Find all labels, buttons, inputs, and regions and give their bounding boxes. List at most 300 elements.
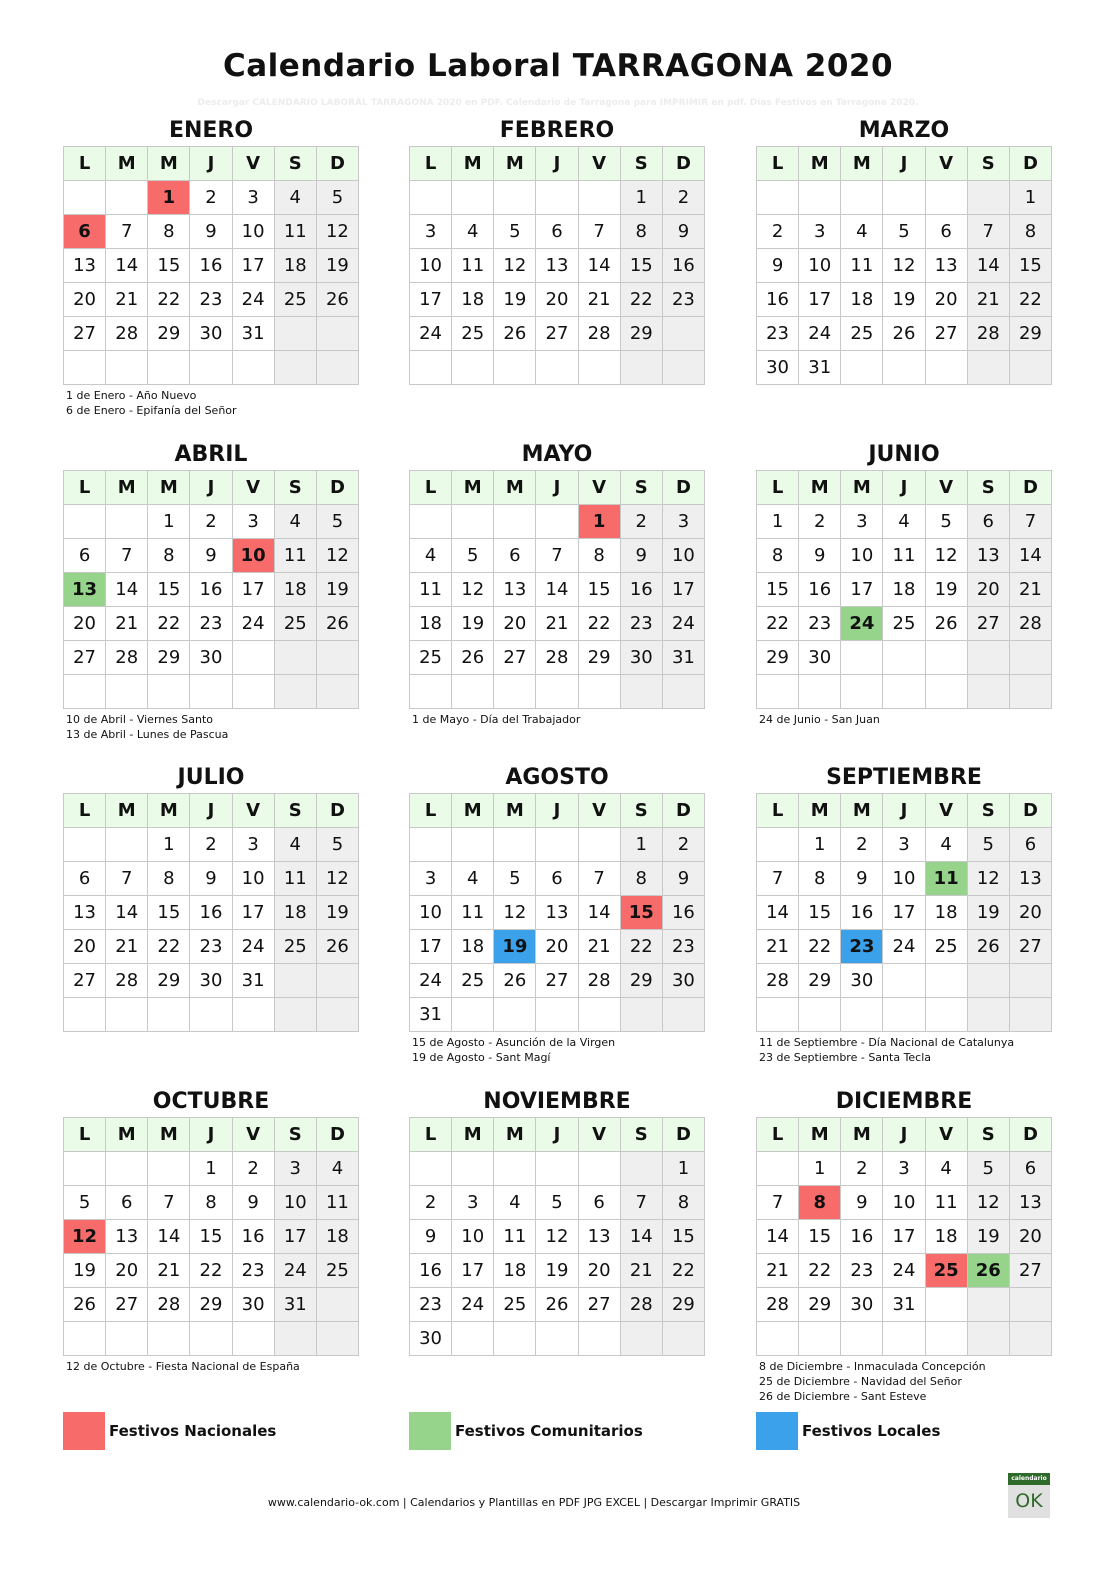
- empty-day-cell: [316, 964, 358, 998]
- empty-day-cell: [452, 998, 494, 1032]
- day-cell: 7: [578, 215, 620, 249]
- day-cell: 16: [232, 1220, 274, 1254]
- week-row: [410, 283, 705, 317]
- day-cell: 12: [967, 1186, 1009, 1220]
- month-table: [409, 470, 705, 709]
- day-cell: 24: [662, 607, 704, 641]
- day-cell: 14: [757, 1220, 799, 1254]
- day-cell: 16: [799, 573, 841, 607]
- day-cell: 25: [841, 317, 883, 351]
- day-cell: 25: [274, 283, 316, 317]
- week-row: [757, 573, 1052, 607]
- day-cell: 26: [967, 930, 1009, 964]
- empty-day-cell: [494, 828, 536, 862]
- day-cell: 13: [106, 1220, 148, 1254]
- day-cell: 17: [410, 930, 452, 964]
- week-row: [64, 998, 359, 1032]
- week-row: [410, 828, 705, 862]
- day-cell: 22: [620, 283, 662, 317]
- day-cell: 28: [620, 1288, 662, 1322]
- weekday-header: D: [662, 147, 704, 181]
- empty-day-cell: [316, 998, 358, 1032]
- day-cell: 16: [190, 573, 232, 607]
- empty-day-cell: [106, 505, 148, 539]
- day-cell: 6: [494, 539, 536, 573]
- day-cell: 28: [106, 641, 148, 675]
- day-cell: 8: [578, 539, 620, 573]
- empty-day-cell: [494, 1322, 536, 1356]
- day-cell: 9: [232, 1186, 274, 1220]
- holiday-notes: [409, 712, 705, 727]
- week-row: [410, 896, 705, 930]
- day-cell: 13: [967, 539, 1009, 573]
- empty-day-cell: [883, 998, 925, 1032]
- weekday-header: L: [64, 1118, 106, 1152]
- day-cell: 18: [841, 283, 883, 317]
- day-cell: 20: [536, 283, 578, 317]
- week-row: [757, 283, 1052, 317]
- week-row: [410, 998, 705, 1032]
- legend-swatch-red: [63, 1412, 105, 1450]
- day-cell: 16: [190, 896, 232, 930]
- day-cell: 13: [494, 573, 536, 607]
- day-cell: 16: [410, 1254, 452, 1288]
- day-cell: 9: [662, 862, 704, 896]
- weekday-header: S: [967, 147, 1009, 181]
- week-row: [64, 641, 359, 675]
- legend-locales: [756, 1412, 940, 1450]
- day-cell: 27: [64, 964, 106, 998]
- week-row: [410, 641, 705, 675]
- day-cell: 12: [494, 249, 536, 283]
- day-cell: 27: [967, 607, 1009, 641]
- day-cell: 23: [410, 1288, 452, 1322]
- empty-day-cell: [148, 1152, 190, 1186]
- empty-day-cell: [536, 1322, 578, 1356]
- day-cell: 7: [967, 215, 1009, 249]
- week-row: [410, 1186, 705, 1220]
- day-cell: 13: [64, 896, 106, 930]
- weekday-header: V: [578, 147, 620, 181]
- day-cell: 22: [799, 1254, 841, 1288]
- holiday-day-cell: 24: [841, 607, 883, 641]
- empty-day-cell: [106, 1152, 148, 1186]
- empty-day-cell: [620, 351, 662, 385]
- empty-day-cell: [274, 1322, 316, 1356]
- weekday-header: M: [148, 1118, 190, 1152]
- month-table: [756, 1117, 1052, 1356]
- day-cell: 13: [536, 896, 578, 930]
- weekday-header: S: [967, 794, 1009, 828]
- day-cell: 2: [190, 181, 232, 215]
- day-cell: 5: [925, 505, 967, 539]
- day-cell: 7: [757, 1186, 799, 1220]
- week-row: [410, 862, 705, 896]
- holiday-day-cell: 12: [64, 1220, 106, 1254]
- day-cell: 29: [799, 964, 841, 998]
- empty-day-cell: [106, 998, 148, 1032]
- weekday-header: J: [883, 794, 925, 828]
- day-cell: 20: [106, 1254, 148, 1288]
- day-cell: 23: [841, 1254, 883, 1288]
- week-row: [64, 1288, 359, 1322]
- empty-day-cell: [64, 505, 106, 539]
- month-name: JUNIO: [868, 442, 940, 467]
- week-row: [757, 505, 1052, 539]
- weekday-header: M: [452, 147, 494, 181]
- empty-day-cell: [232, 351, 274, 385]
- day-cell: 10: [662, 539, 704, 573]
- weekday-header: M: [494, 147, 536, 181]
- empty-day-cell: [536, 1152, 578, 1186]
- day-cell: 17: [662, 573, 704, 607]
- weekday-header: V: [232, 1118, 274, 1152]
- legend-swatch-green: [409, 1412, 451, 1450]
- day-cell: 29: [620, 317, 662, 351]
- holiday-note: 25 de Diciembre - Navidad del Señor: [759, 1375, 962, 1388]
- weekday-header: D: [1009, 1118, 1051, 1152]
- weekday-header: J: [883, 1118, 925, 1152]
- day-cell: 21: [578, 930, 620, 964]
- day-cell: 12: [316, 862, 358, 896]
- day-cell: 20: [925, 283, 967, 317]
- day-cell: 18: [274, 249, 316, 283]
- day-cell: 16: [841, 896, 883, 930]
- empty-day-cell: [578, 1322, 620, 1356]
- day-cell: 18: [494, 1254, 536, 1288]
- empty-day-cell: [620, 1322, 662, 1356]
- empty-day-cell: [1009, 641, 1051, 675]
- weekday-header: J: [190, 794, 232, 828]
- weekday-header-row: [64, 471, 359, 505]
- legend-label: Festivos Nacionales: [109, 1422, 277, 1440]
- day-cell: 17: [410, 283, 452, 317]
- day-cell: 11: [883, 539, 925, 573]
- empty-day-cell: [757, 1152, 799, 1186]
- empty-day-cell: [452, 1152, 494, 1186]
- day-cell: 24: [452, 1288, 494, 1322]
- day-cell: 31: [799, 351, 841, 385]
- empty-day-cell: [232, 1322, 274, 1356]
- day-cell: 28: [757, 964, 799, 998]
- week-row: [757, 896, 1052, 930]
- day-cell: 23: [757, 317, 799, 351]
- week-row: [64, 539, 359, 573]
- day-cell: 19: [883, 283, 925, 317]
- day-cell: 9: [757, 249, 799, 283]
- holiday-note: 11 de Septiembre - Día Nacional de Catalunya: [759, 1036, 1015, 1049]
- page-title: Calendario Laboral TARRAGONA 2020: [222, 48, 894, 84]
- month-diciembre: [756, 1087, 1052, 1404]
- day-cell: 23: [190, 607, 232, 641]
- day-cell: 25: [452, 964, 494, 998]
- day-cell: 21: [148, 1254, 190, 1288]
- weekday-header-row: [64, 147, 359, 181]
- week-row: [64, 1152, 359, 1186]
- empty-day-cell: [106, 351, 148, 385]
- holiday-day-cell: 23: [841, 930, 883, 964]
- day-cell: 18: [274, 896, 316, 930]
- weekday-header: D: [1009, 794, 1051, 828]
- day-cell: 1: [1009, 181, 1051, 215]
- month-agosto: [409, 763, 705, 1065]
- day-cell: 30: [799, 641, 841, 675]
- day-cell: 22: [662, 1254, 704, 1288]
- holiday-notes: [756, 712, 1052, 727]
- week-row: [64, 351, 359, 385]
- empty-day-cell: [316, 1288, 358, 1322]
- day-cell: 28: [106, 964, 148, 998]
- day-cell: 27: [64, 317, 106, 351]
- day-cell: 7: [536, 539, 578, 573]
- day-cell: 23: [662, 283, 704, 317]
- day-cell: 9: [410, 1220, 452, 1254]
- weekday-header: S: [620, 794, 662, 828]
- empty-day-cell: [578, 828, 620, 862]
- weekday-header: M: [148, 794, 190, 828]
- holiday-note: 10 de Abril - Viernes Santo: [66, 713, 213, 726]
- day-cell: 11: [274, 862, 316, 896]
- day-cell: 12: [494, 896, 536, 930]
- day-cell: 4: [410, 539, 452, 573]
- day-cell: 28: [757, 1288, 799, 1322]
- month-septiembre: [756, 763, 1052, 1065]
- day-cell: 25: [925, 930, 967, 964]
- empty-day-cell: [1009, 964, 1051, 998]
- holiday-note: 19 de Agosto - Sant Magí: [412, 1051, 551, 1064]
- month-name: ENERO: [168, 118, 254, 143]
- day-cell: 10: [410, 896, 452, 930]
- empty-day-cell: [925, 641, 967, 675]
- day-cell: 1: [757, 505, 799, 539]
- week-row: [410, 181, 705, 215]
- day-cell: 30: [620, 641, 662, 675]
- week-row: [410, 505, 705, 539]
- empty-day-cell: [106, 675, 148, 709]
- day-cell: 4: [883, 505, 925, 539]
- day-cell: 11: [274, 215, 316, 249]
- week-row: [410, 1254, 705, 1288]
- weekday-header: S: [967, 1118, 1009, 1152]
- day-cell: 17: [452, 1254, 494, 1288]
- holiday-day-cell: 25: [925, 1254, 967, 1288]
- month-name: AGOSTO: [505, 765, 609, 790]
- footer-text: www.calendario-ok.com | Calendarios y Plantillas en PDF JPG EXCEL | Descargar Imprimir GRATIS: [267, 1496, 801, 1509]
- weekday-header: S: [274, 794, 316, 828]
- day-cell: 17: [232, 249, 274, 283]
- day-cell: 9: [190, 862, 232, 896]
- day-cell: 29: [757, 641, 799, 675]
- month-table: [409, 793, 705, 1032]
- brand-logo[interactable]: [1008, 1473, 1050, 1518]
- holiday-note: 13 de Abril - Lunes de Pascua: [66, 728, 229, 741]
- empty-day-cell: [410, 181, 452, 215]
- day-cell: 19: [64, 1254, 106, 1288]
- day-cell: 4: [494, 1186, 536, 1220]
- day-cell: 24: [232, 283, 274, 317]
- day-cell: 8: [620, 215, 662, 249]
- empty-day-cell: [148, 1322, 190, 1356]
- day-cell: 3: [410, 862, 452, 896]
- day-cell: 23: [799, 607, 841, 641]
- day-cell: 3: [883, 1152, 925, 1186]
- empty-day-cell: [274, 317, 316, 351]
- empty-day-cell: [883, 1322, 925, 1356]
- empty-day-cell: [925, 964, 967, 998]
- day-cell: 26: [494, 964, 536, 998]
- empty-day-cell: [536, 675, 578, 709]
- day-cell: 21: [578, 283, 620, 317]
- week-row: [64, 317, 359, 351]
- day-cell: 23: [190, 930, 232, 964]
- week-row: [410, 249, 705, 283]
- weekday-header: M: [148, 147, 190, 181]
- day-cell: 13: [64, 249, 106, 283]
- day-cell: 6: [536, 215, 578, 249]
- month-table: [63, 146, 359, 385]
- day-cell: 15: [799, 1220, 841, 1254]
- empty-day-cell: [494, 998, 536, 1032]
- day-cell: 15: [757, 573, 799, 607]
- day-cell: 25: [274, 930, 316, 964]
- weekday-header: J: [190, 147, 232, 181]
- month-name: SEPTIEMBRE: [826, 765, 982, 790]
- day-cell: 25: [452, 317, 494, 351]
- empty-day-cell: [578, 181, 620, 215]
- day-cell: 22: [148, 283, 190, 317]
- day-cell: 16: [662, 896, 704, 930]
- weekday-header: J: [536, 1118, 578, 1152]
- day-cell: 22: [1009, 283, 1051, 317]
- holiday-day-cell: 6: [64, 215, 106, 249]
- weekday-header: J: [536, 471, 578, 505]
- weekday-header: M: [106, 147, 148, 181]
- day-cell: 28: [1009, 607, 1051, 641]
- day-cell: 8: [148, 215, 190, 249]
- day-cell: 21: [620, 1254, 662, 1288]
- day-cell: 1: [190, 1152, 232, 1186]
- weekday-header: L: [410, 147, 452, 181]
- day-cell: 19: [316, 896, 358, 930]
- empty-day-cell: [316, 351, 358, 385]
- day-cell: 11: [410, 573, 452, 607]
- day-cell: 31: [232, 317, 274, 351]
- month-noviembre: [409, 1087, 705, 1359]
- weekday-header: J: [536, 794, 578, 828]
- day-cell: 31: [662, 641, 704, 675]
- day-cell: 5: [452, 539, 494, 573]
- empty-day-cell: [799, 181, 841, 215]
- empty-day-cell: [967, 181, 1009, 215]
- day-cell: 8: [1009, 215, 1051, 249]
- day-cell: 27: [925, 317, 967, 351]
- weekday-header: V: [925, 471, 967, 505]
- day-cell: 11: [316, 1186, 358, 1220]
- day-cell: 14: [578, 249, 620, 283]
- weekday-header: S: [620, 471, 662, 505]
- day-cell: 7: [620, 1186, 662, 1220]
- week-row: [757, 539, 1052, 573]
- week-row: [757, 317, 1052, 351]
- weekday-header: M: [452, 794, 494, 828]
- day-cell: 19: [967, 1220, 1009, 1254]
- day-cell: 5: [316, 505, 358, 539]
- month-julio: [63, 763, 359, 1035]
- week-row: [410, 351, 705, 385]
- weekday-header-row: [410, 1118, 705, 1152]
- empty-day-cell: [410, 1152, 452, 1186]
- empty-day-cell: [316, 317, 358, 351]
- week-row: [410, 930, 705, 964]
- logo-ok-text: OK: [1015, 1490, 1043, 1512]
- weekday-header: V: [925, 147, 967, 181]
- day-cell: 1: [620, 828, 662, 862]
- weekday-header-row: [64, 794, 359, 828]
- day-cell: 6: [536, 862, 578, 896]
- day-cell: 18: [410, 607, 452, 641]
- weekday-header: M: [106, 794, 148, 828]
- day-cell: 5: [967, 828, 1009, 862]
- day-cell: 27: [64, 641, 106, 675]
- empty-day-cell: [536, 998, 578, 1032]
- week-row: [757, 1322, 1052, 1356]
- day-cell: 17: [883, 896, 925, 930]
- day-cell: 1: [799, 1152, 841, 1186]
- day-cell: 19: [316, 249, 358, 283]
- weekday-header: D: [1009, 471, 1051, 505]
- day-cell: 27: [578, 1288, 620, 1322]
- day-cell: 3: [452, 1186, 494, 1220]
- day-cell: 12: [883, 249, 925, 283]
- empty-day-cell: [494, 181, 536, 215]
- holiday-note: 1 de Mayo - Día del Trabajador: [412, 713, 581, 726]
- day-cell: 2: [662, 828, 704, 862]
- day-cell: 28: [536, 641, 578, 675]
- empty-day-cell: [106, 828, 148, 862]
- week-row: [410, 1288, 705, 1322]
- day-cell: 9: [841, 862, 883, 896]
- legend-comunitarios: [409, 1412, 643, 1450]
- empty-day-cell: [190, 1322, 232, 1356]
- empty-day-cell: [494, 675, 536, 709]
- day-cell: 6: [64, 539, 106, 573]
- day-cell: 3: [410, 215, 452, 249]
- day-cell: 13: [536, 249, 578, 283]
- weekday-header: S: [274, 471, 316, 505]
- empty-day-cell: [232, 641, 274, 675]
- day-cell: 9: [620, 539, 662, 573]
- empty-day-cell: [841, 998, 883, 1032]
- empty-day-cell: [967, 964, 1009, 998]
- day-cell: 30: [662, 964, 704, 998]
- day-cell: 11: [452, 896, 494, 930]
- day-cell: 14: [1009, 539, 1051, 573]
- empty-day-cell: [620, 998, 662, 1032]
- week-row: [410, 215, 705, 249]
- week-row: [64, 1220, 359, 1254]
- day-cell: 26: [452, 641, 494, 675]
- legend-swatch-blue: [756, 1412, 798, 1450]
- day-cell: 10: [452, 1220, 494, 1254]
- day-cell: 15: [799, 896, 841, 930]
- day-cell: 22: [148, 930, 190, 964]
- day-cell: 18: [274, 573, 316, 607]
- day-cell: 7: [106, 215, 148, 249]
- day-cell: 20: [1009, 896, 1051, 930]
- week-row: [410, 675, 705, 709]
- day-cell: 17: [799, 283, 841, 317]
- day-cell: 22: [578, 607, 620, 641]
